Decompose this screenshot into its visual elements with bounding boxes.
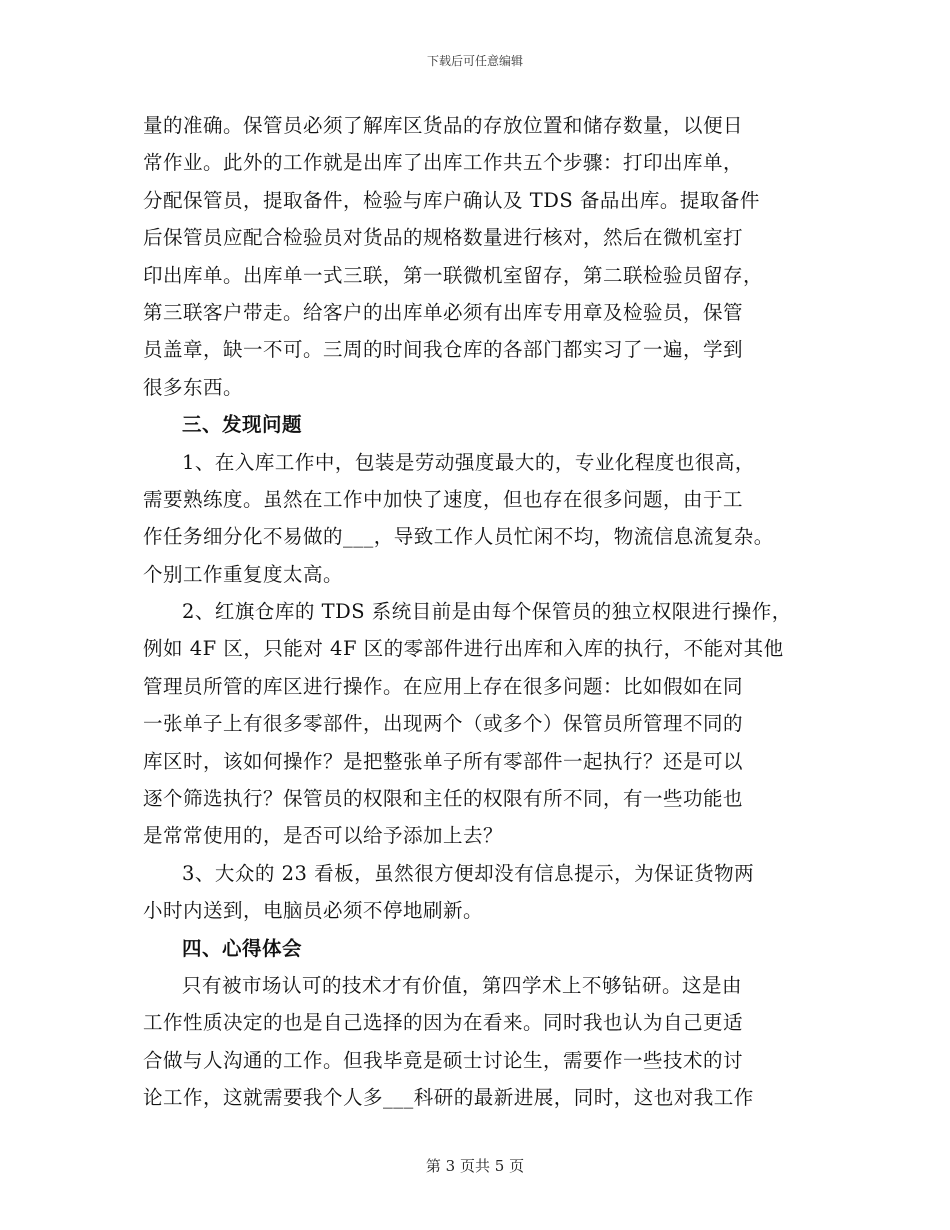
text-line: 论工作，这就需要我个人多___科研的最新进展，同时，这也对我工作: [143, 1086, 754, 1110]
text-line: 工作性质决定的也是自己选择的因为在看来。同时我也认为自己更适: [143, 1011, 744, 1035]
text-line: 例如 4F 区，只能对 4F 区的零部件进行出库和入库的执行，不能对其他: [143, 637, 784, 661]
text-line: 一张单子上有很多零部件，出现两个（或多个）保管员所管理不同的: [143, 712, 744, 736]
text-line: 个别工作重复度太高。: [143, 562, 344, 586]
page-footer: 第 3 页共 5 页: [425, 1157, 525, 1175]
document-body: [143, 107, 823, 1117]
text-line: 量的准确。保管员必须了解库区货品的存放位置和储存数量，以便日: [143, 114, 744, 137]
text-line: 库区时，该如何操作？是把整张单子所有零部件一起执行？还是可以: [143, 749, 744, 773]
text-line: 第三联客户带走。给客户的出库单必须有出库专用章及检验员，保管: [143, 300, 744, 324]
text-line: 很多东西。: [143, 375, 244, 399]
section-heading: 三、发现问题: [182, 413, 303, 437]
text-line: 逐个筛选执行？保管员的权限和主任的权限有所不同，有一些功能也: [143, 787, 744, 811]
text-line: 管理员所管的库区进行操作。在应用上存在很多问题：比如假如在同: [143, 674, 744, 698]
text-line: 后保管员应配合检验员对货品的规格数量进行核对，然后在微机室打: [143, 226, 744, 250]
text-line: 常作业。此外的工作就是出库了出库工作共五个步骤：打印出库单，: [143, 151, 744, 175]
text-line: 需要熟练度。虽然在工作中加快了速度，但也存在很多问题，由于工: [143, 487, 744, 511]
text-line: 小时内送到，电脑员必须不停地刷新。: [143, 899, 484, 923]
section-heading: 四、心得体会: [182, 936, 303, 960]
page-header: 下载后可任意编辑: [426, 54, 523, 68]
text-line: 是常常使用的，是否可以给予添加上去？: [143, 824, 504, 848]
text-line: 1、在入库工作中，包装是劳动强度最大的，专业化程度也很高，: [182, 450, 755, 474]
text-line: 2、红旗仓库的 TDS 系统目前是由每个保管员的独立权限进行操作，: [182, 600, 792, 624]
text-line: 合做与人沟通的工作。但我毕竟是硕士讨论生，需要作一些技术的讨: [143, 1048, 744, 1072]
text-line: 印出库单。出库单一式三联，第一联微机室留存，第二联检验员留存，: [143, 263, 764, 287]
text-line: 3、大众的 23 看板，虽然很方便却没有信息提示，为保证货物两: [182, 861, 755, 885]
text-line: 只有被市场认可的技术才有价值，第四学术上不够钻研。这是由: [182, 973, 743, 997]
text-line: 作任务细分化不易做的___，导致工作人员忙闲不均，物流信息流复杂。: [143, 525, 774, 549]
text-line: 员盖章，缺一不可。三周的时间我仓库的各部门都实习了一遍，学到: [143, 338, 744, 362]
text-line: 分配保管员，提取备件，检验与库户确认及 TDS 备品出库。提取备件: [143, 188, 760, 212]
